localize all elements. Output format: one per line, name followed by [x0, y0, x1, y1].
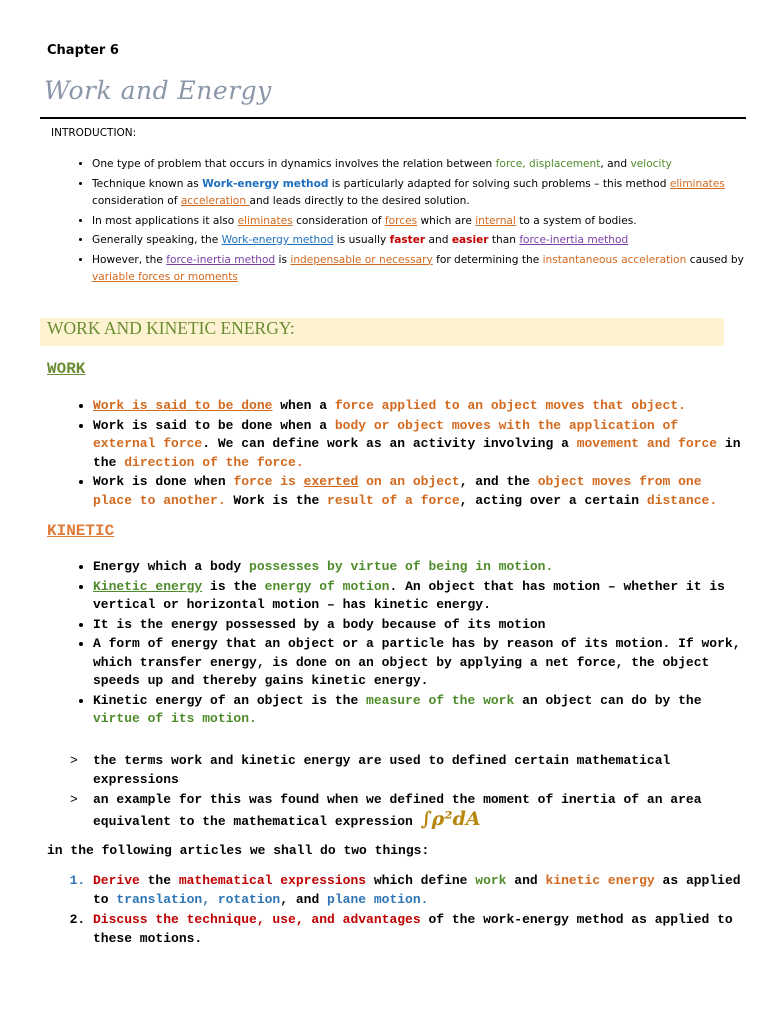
title-divider [40, 117, 746, 119]
highlight: variable forces or moments [92, 271, 238, 283]
text: an example for this was found when we defined the moment of inertia of an area equivalent to the mathematical expression [93, 792, 702, 829]
highlight: acceleration [180, 195, 250, 207]
text: Work is done when [93, 474, 234, 489]
highlight: eliminates [237, 214, 293, 227]
introduction-heading: INTRODUCTION: [51, 127, 137, 139]
text: consideration of [92, 195, 181, 207]
highlight: exerted [303, 474, 359, 489]
text: the terms work and kinetic energy are used to defined certain mathematical expressions [93, 753, 671, 787]
list-item [92, 176, 752, 211]
text: Kinetic energy of an object is the [93, 692, 367, 708]
text: than [488, 234, 520, 246]
list-item [92, 213, 752, 231]
highlight: indepensable or necessary [290, 253, 433, 266]
highlight: velocity [630, 158, 672, 170]
text: and [506, 873, 546, 888]
text: an object can do by the [514, 692, 702, 708]
chapter-label: Chapter 6 [47, 43, 119, 58]
work-heading: WORK [47, 360, 86, 378]
text: One type of problem that occurs in dynamics involves the relation between [92, 158, 496, 170]
followup-list [70, 872, 753, 950]
text: is particularly adapted for solving such problems – this method [328, 177, 670, 190]
text: consideration of [292, 214, 385, 227]
highlight: force applied to an object moves that object. [334, 398, 686, 413]
highlight: work [475, 873, 507, 888]
list-item [93, 397, 743, 416]
text: and leads directly to the desired solution. [249, 195, 470, 207]
integral-formula: ∫ρ²dA [420, 807, 481, 830]
highlight: distance. [646, 492, 718, 508]
text: , and [280, 891, 328, 907]
text: It is the energy possessed by a body because of its motion [93, 616, 546, 632]
highlight: Discuss the technique, use, and advantages [93, 912, 421, 927]
highlight: Work-energy method [202, 177, 329, 190]
highlight: easier [451, 234, 489, 246]
text: , and [600, 158, 631, 170]
text: for determining the [432, 253, 543, 266]
text: In most applications it also [92, 214, 238, 227]
text: Generally speaking, the [92, 234, 222, 246]
list-item [93, 911, 753, 948]
text: . We can define work as an activity involving a [202, 436, 577, 451]
list-item [92, 232, 752, 250]
highlight: instantaneous acceleration [542, 253, 687, 266]
kinetic-list [70, 558, 743, 730]
highlight: mathematical expressions [178, 873, 367, 888]
text: as applied to [93, 873, 741, 907]
list-item [93, 692, 743, 729]
text: to a system of bodies. [515, 214, 637, 227]
highlight: force-inertia method [166, 253, 276, 266]
arrow-marker: > [70, 792, 78, 807]
highlight: possesses by virtue of being in motion. [249, 559, 554, 574]
text: when a [272, 398, 335, 413]
arrow-marker: > [70, 753, 78, 768]
highlight: result of a force [327, 492, 460, 508]
text: Work is said to be done when a [93, 417, 335, 433]
text: is [275, 253, 291, 266]
highlight: plane motion. [327, 891, 429, 907]
highlight: Work is said to be done [93, 398, 273, 413]
introduction-list [70, 156, 752, 289]
text: in the [93, 436, 741, 470]
text: Work is the [225, 492, 328, 508]
list-item [93, 417, 743, 473]
highlight: measure of the work [366, 692, 515, 708]
section-heading: WORK AND KINETIC ENERGY: [47, 318, 295, 338]
highlight: faster [389, 234, 426, 246]
list-item [93, 872, 753, 909]
highlight: internal [475, 214, 516, 227]
highlight: Derive [93, 873, 140, 888]
kinetic-heading: KINETIC [47, 522, 115, 540]
highlight: energy of motion [264, 578, 390, 594]
list-item [93, 616, 743, 635]
text: However, the [92, 253, 167, 266]
text: the [139, 873, 179, 888]
list-item [70, 752, 753, 789]
text: A form of energy that an object or a particle has by reason of its motion. If work, which transfer energy, is done on an object by applying a net force, the object speeds up and thereby gains kinetic energy. [93, 636, 741, 688]
highlight: Kinetic energy [93, 578, 203, 594]
highlight: force is [233, 474, 304, 489]
text: is usually [333, 234, 390, 246]
list-item [93, 473, 743, 510]
highlight: Work-energy method [221, 234, 334, 246]
notes-list [70, 752, 753, 833]
highlight: direction of the force. [124, 454, 304, 470]
highlight: object moves from one place to another. [93, 474, 702, 508]
highlight: kinetic energy [545, 873, 655, 888]
highlight: translation, rotation [116, 891, 281, 907]
highlight: body or object moves with the application of external force [93, 417, 679, 451]
text: and [425, 234, 452, 246]
list-item [93, 578, 743, 615]
list-item [92, 156, 752, 174]
text: which define [366, 873, 476, 888]
highlight: forces [384, 214, 418, 227]
followup-intro: in the following articles we shall do two things: [47, 843, 430, 858]
list-item [70, 791, 753, 831]
text: which are [417, 214, 476, 227]
highlight: virtue of its motion. [93, 711, 257, 726]
text: of the work-energy method as applied to these motions. [93, 912, 733, 946]
text: is the [202, 578, 265, 594]
text: Energy which a body [93, 559, 250, 574]
text: , acting over a certain [459, 492, 647, 508]
text: caused by [686, 253, 744, 266]
highlight: eliminates [669, 177, 725, 190]
list-item [92, 252, 752, 287]
highlight: on an object [358, 474, 460, 489]
work-list [70, 397, 743, 511]
highlight: force-inertia method [519, 234, 629, 246]
highlight: movement and force [576, 436, 718, 451]
highlight: force, displacement [495, 158, 601, 170]
document-title: Work and Energy [44, 76, 272, 105]
list-item [93, 635, 743, 691]
text: , and the [459, 474, 538, 489]
text: . An object that has motion – whether it is vertical or horizontal motion – has kinetic energy. [93, 578, 725, 612]
list-item [93, 558, 743, 577]
text: Technique known as [92, 177, 203, 190]
